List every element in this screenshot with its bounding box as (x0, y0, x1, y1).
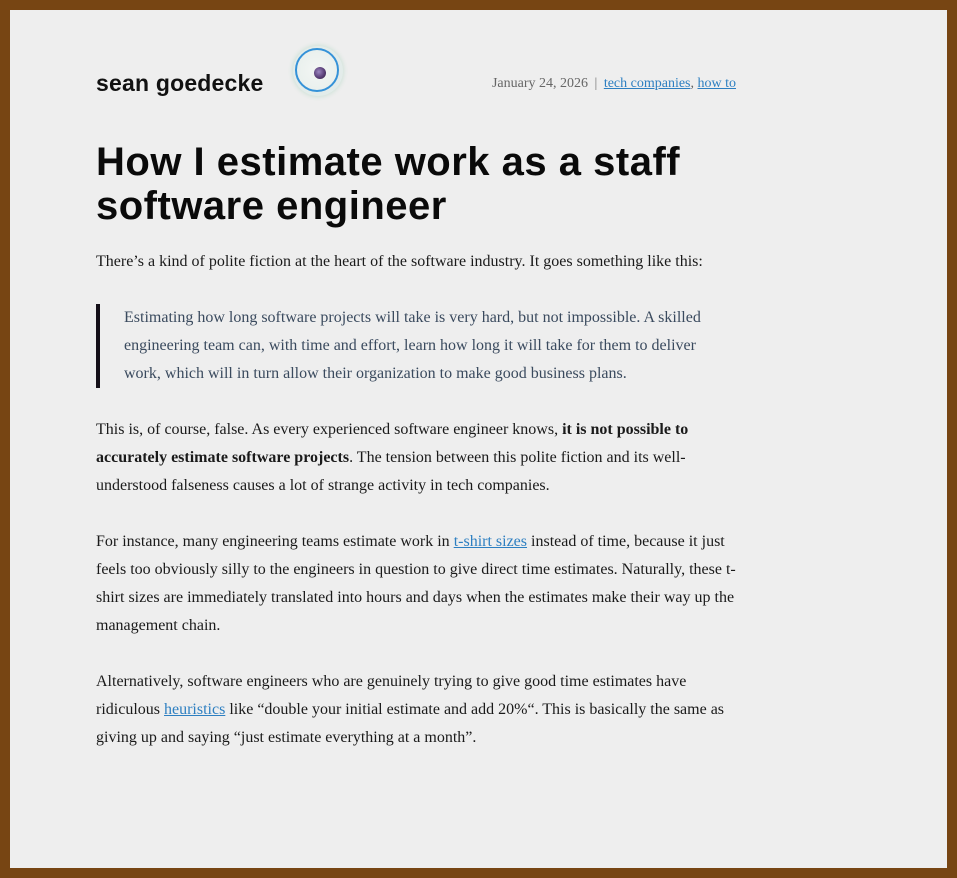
paragraph-intro: There’s a kind of polite fiction at the heart of the software industry. It goes something like this: (96, 253, 703, 270)
paragraph-3 (96, 528, 736, 640)
site-title-link[interactable]: sean goedecke (96, 70, 264, 96)
tag-link-tech-companies[interactable]: tech companies (603, 76, 691, 91)
paragraph-2-text-start: This is, of course, false. As every experienced software engineer knows, (96, 421, 563, 438)
page-frame (10, 10, 947, 868)
tag-link-how-to[interactable]: how to (697, 76, 736, 91)
paragraph-4-text-start: Alternatively, software engineers who are genuinely trying to give good time estimates have ridiculous (96, 673, 687, 718)
heuristics-link[interactable]: heuristics (164, 701, 226, 718)
paragraph-3-text-start: For instance, many engineering teams estimate work in (96, 533, 454, 550)
article-title: How I estimate work as a staff software engineer (96, 140, 681, 228)
t-shirt-sizes-link[interactable]: t-shirt sizes (453, 533, 528, 550)
paragraph-2 (96, 416, 736, 500)
site-header (96, 44, 736, 104)
paragraph-2-text-end: . The tension between this polite fiction and its well-understood falseness causes a lot of strange activity in tech companies. (96, 449, 686, 494)
post-date: January 24, 2026 (491, 76, 588, 91)
meta-separator: | (594, 76, 598, 91)
paragraph-3-text-end: instead of time, because it just feels too obviously silly to the engineers in question to give direct time estimates. Naturally, these t-shirt sizes are immediately translated into hours and days when the estimates make their way up the management chain. (96, 533, 736, 634)
avatar-ring (295, 48, 339, 92)
blockquote: Estimating how long software projects will take is very hard, but not impossible. A skilled engineering team can, with time and effort, learn how long it will take for them to deliver work, which will in turn allow their organization to make good business plans. (96, 304, 736, 388)
post-meta: January 24, 2026 | tech companies, how to (491, 76, 736, 91)
paragraph-4 (96, 668, 736, 752)
paragraph-2-bold: it is not possible to accurately estimate software projects (96, 421, 689, 466)
eye-icon (314, 67, 326, 79)
avatar[interactable] (293, 46, 343, 96)
paragraph-4-text-end: like “double your initial estimate and add 20%“. This is basically the same as giving up and saying “just estimate everything at a month”. (96, 701, 725, 746)
article-body (96, 248, 736, 780)
